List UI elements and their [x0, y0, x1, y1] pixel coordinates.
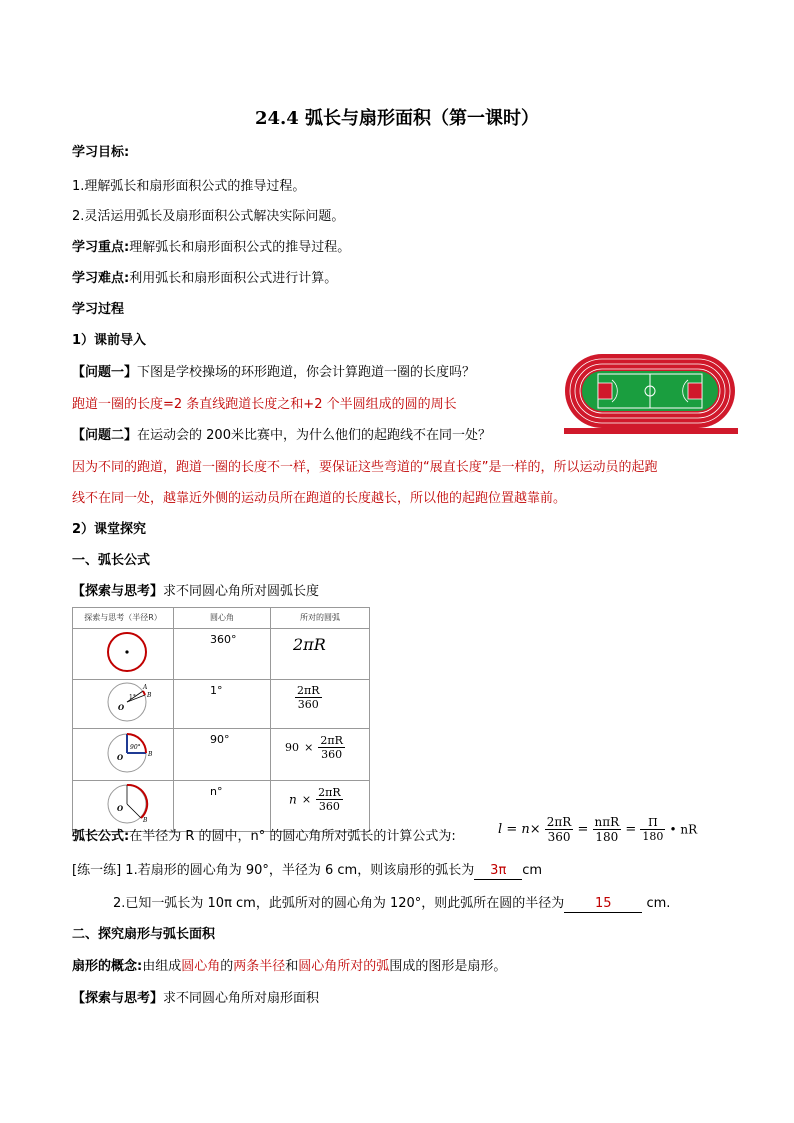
- concept-part-2: 的: [220, 959, 234, 974]
- circle-n-cell: [73, 781, 174, 832]
- circle-1-figure: [73, 680, 173, 724]
- concept-label: 扇形的概念:: [72, 959, 143, 974]
- label-b: B: [143, 817, 148, 824]
- difficulty-label: 学习难点:: [72, 271, 130, 286]
- circle-90-figure: [73, 729, 173, 776]
- label-angle-90: 90°: [130, 744, 141, 751]
- sector-concept: [72, 958, 506, 975]
- practice-1-answer: 3π: [474, 862, 522, 880]
- key-label: 学习重点:: [72, 240, 130, 255]
- header-arc: 所对的圆弧: [271, 608, 370, 629]
- formula-label: 弧长公式:: [72, 829, 130, 844]
- goals-heading: 学习目标:: [72, 145, 130, 160]
- label-angle-1: 1°: [129, 694, 136, 701]
- concept-part-1: 由组成: [142, 959, 182, 974]
- concept-red-2: 两条半径: [233, 959, 286, 974]
- label-o: O: [117, 753, 124, 762]
- formula-fraction-2: $\frac{\text{nπR}}{180}$: [594, 815, 620, 844]
- practice-2-answer: 15: [564, 895, 642, 913]
- arc-n-times: ×: [301, 793, 312, 806]
- q2-text: 在运动会的 200米比赛中，为什么他们的起跑线不在同一处？: [137, 428, 491, 443]
- formula-n: n: [521, 822, 530, 837]
- concept-red-1: 圆心角: [181, 959, 221, 974]
- section-arc-formula: 一、弧长公式: [72, 553, 151, 568]
- answer-2-line1: 因为不同的跑道，跑道一圈的长度不一样，要保证这些弯道的“展直长度”是一样的，所以运动员的起跑: [72, 460, 658, 475]
- arc-n: [271, 781, 370, 832]
- concept-part-3: 和: [285, 959, 299, 974]
- question-2: [72, 427, 491, 444]
- practice-1: [72, 862, 542, 880]
- table-row: [73, 680, 370, 729]
- arc-90-coefficient: 90: [285, 741, 299, 754]
- label-o: O: [118, 703, 125, 712]
- q1-text: 下图是学校操场的环形跑道，你会计算跑道一圈的长度吗？: [137, 365, 476, 380]
- explore-2-label: 【探索与思考】: [72, 991, 164, 1006]
- practice-1-unit: cm: [522, 863, 543, 878]
- difficulty-text: 利用弧长和扇形面积公式进行计算。: [129, 271, 338, 286]
- header-angle: 圆心角: [174, 608, 271, 629]
- header-radius: 探索与思考（半径R）: [73, 608, 174, 629]
- formula-eq-3: =: [625, 822, 637, 837]
- arc-1-fraction: $\frac{2\pi R}{360}$: [297, 684, 320, 711]
- circle-1-cell: [73, 680, 174, 729]
- explore-1-text: 求不同圆心角所对圆弧长度: [163, 584, 320, 599]
- question-1: [72, 364, 475, 381]
- section-sector-area: 二、探究扇形与弧长面积: [72, 927, 216, 942]
- key-text: 理解弧长和扇形面积公式的推导过程。: [129, 240, 351, 255]
- arc-n-coefficient: n: [289, 792, 297, 807]
- arc-90: [271, 729, 370, 781]
- arc-360-formula: 2πR: [293, 635, 326, 654]
- angle-360: 360°: [174, 629, 271, 680]
- q2-label: 【问题二】: [72, 428, 138, 443]
- practice-2: [113, 895, 670, 913]
- explore-2: [72, 990, 319, 1007]
- label-a: A: [143, 684, 148, 691]
- table-header-row: [73, 608, 370, 629]
- running-track-image: [562, 352, 738, 434]
- section-intro: 1）课前导入: [72, 333, 147, 348]
- formula-l: l: [498, 822, 503, 837]
- explore-1: [72, 583, 319, 600]
- explore-2-text: 求不同圆心角所对扇形面积: [163, 991, 320, 1006]
- circle-90-cell: [73, 729, 174, 781]
- formula-fraction-3: $\frac{\Pi}{180}$: [642, 816, 664, 843]
- concept-red-3: 圆心角所对的: [298, 959, 377, 974]
- formula-eq-2: =: [577, 822, 589, 837]
- process-heading: 学习过程: [72, 302, 125, 317]
- arc-360: [271, 629, 370, 680]
- q1-label: 【问题一】: [72, 365, 138, 380]
- answer-1: 跑道一圈的长度=2 条直线跑道长度之和+2 个半圆组成的圆的周长: [72, 397, 457, 412]
- explore-1-label: 【探索与思考】: [72, 584, 164, 599]
- page-title: 24.4 弧长与扇形面积（第一课时）: [254, 108, 540, 129]
- section-explore: 2）课堂探究: [72, 522, 147, 537]
- arc-90-fraction: $\frac{2\pi R}{360}$: [320, 734, 343, 761]
- concept-part-4: 围成的图形是扇形。: [389, 959, 507, 974]
- difficulty: [72, 270, 337, 287]
- formula-fraction-1: $\frac{2\pi R}{360}$: [546, 815, 572, 844]
- practice-2-text: 2.已知一弧长为 10π cm，此弧所对的圆心角为 120°，则此弧所在圆的半径为: [113, 896, 565, 911]
- angle-n: n°: [174, 781, 271, 832]
- arc-formula: [498, 815, 697, 844]
- arc-1: [271, 680, 370, 729]
- angle-1: 1°: [174, 680, 271, 729]
- formula-eq-1: =: [506, 822, 518, 837]
- label-b: B: [148, 751, 153, 758]
- formula-text: 在半径为 R 的圆中，n° 的圆心角所对弧长的计算公式为:: [129, 829, 456, 844]
- practice-2-unit: cm.: [646, 896, 671, 911]
- circle-360-cell: [73, 629, 174, 680]
- circle-n-figure: [73, 781, 173, 827]
- table-row: [73, 729, 370, 781]
- arc-length-table: [72, 607, 370, 832]
- formula-tail: • nR: [669, 822, 698, 837]
- key-point: [72, 239, 350, 256]
- concept-red-4: 弧: [376, 959, 390, 974]
- label-b: B: [147, 692, 152, 699]
- arc-n-fraction: $\frac{2\pi R}{360}$: [318, 786, 341, 813]
- table-row: [73, 629, 370, 680]
- practice-label: [练一练]: [72, 863, 122, 878]
- label-o: O: [117, 804, 124, 813]
- arc-90-times: ×: [304, 741, 314, 754]
- circle-360-figure: [73, 629, 173, 675]
- arc-formula-sentence: [72, 828, 456, 845]
- goal-1: 1.理解弧长和扇形面积公式的推导过程。: [72, 179, 306, 194]
- answer-2-line2: 线不在同一处，越靠近外侧的运动员所在跑道的长度越长，所以他的起跑位置越靠前。: [72, 491, 567, 506]
- goal-2: 2.灵活运用弧长及扇形面积公式解决实际问题。: [72, 209, 345, 224]
- formula-times: ×: [529, 822, 541, 837]
- angle-90: 90°: [174, 729, 271, 781]
- table-row: [73, 781, 370, 832]
- practice-1-text: 1.若扇形的圆心角为 90°，半径为 6 cm，则该扇形的弧长为: [125, 863, 475, 878]
